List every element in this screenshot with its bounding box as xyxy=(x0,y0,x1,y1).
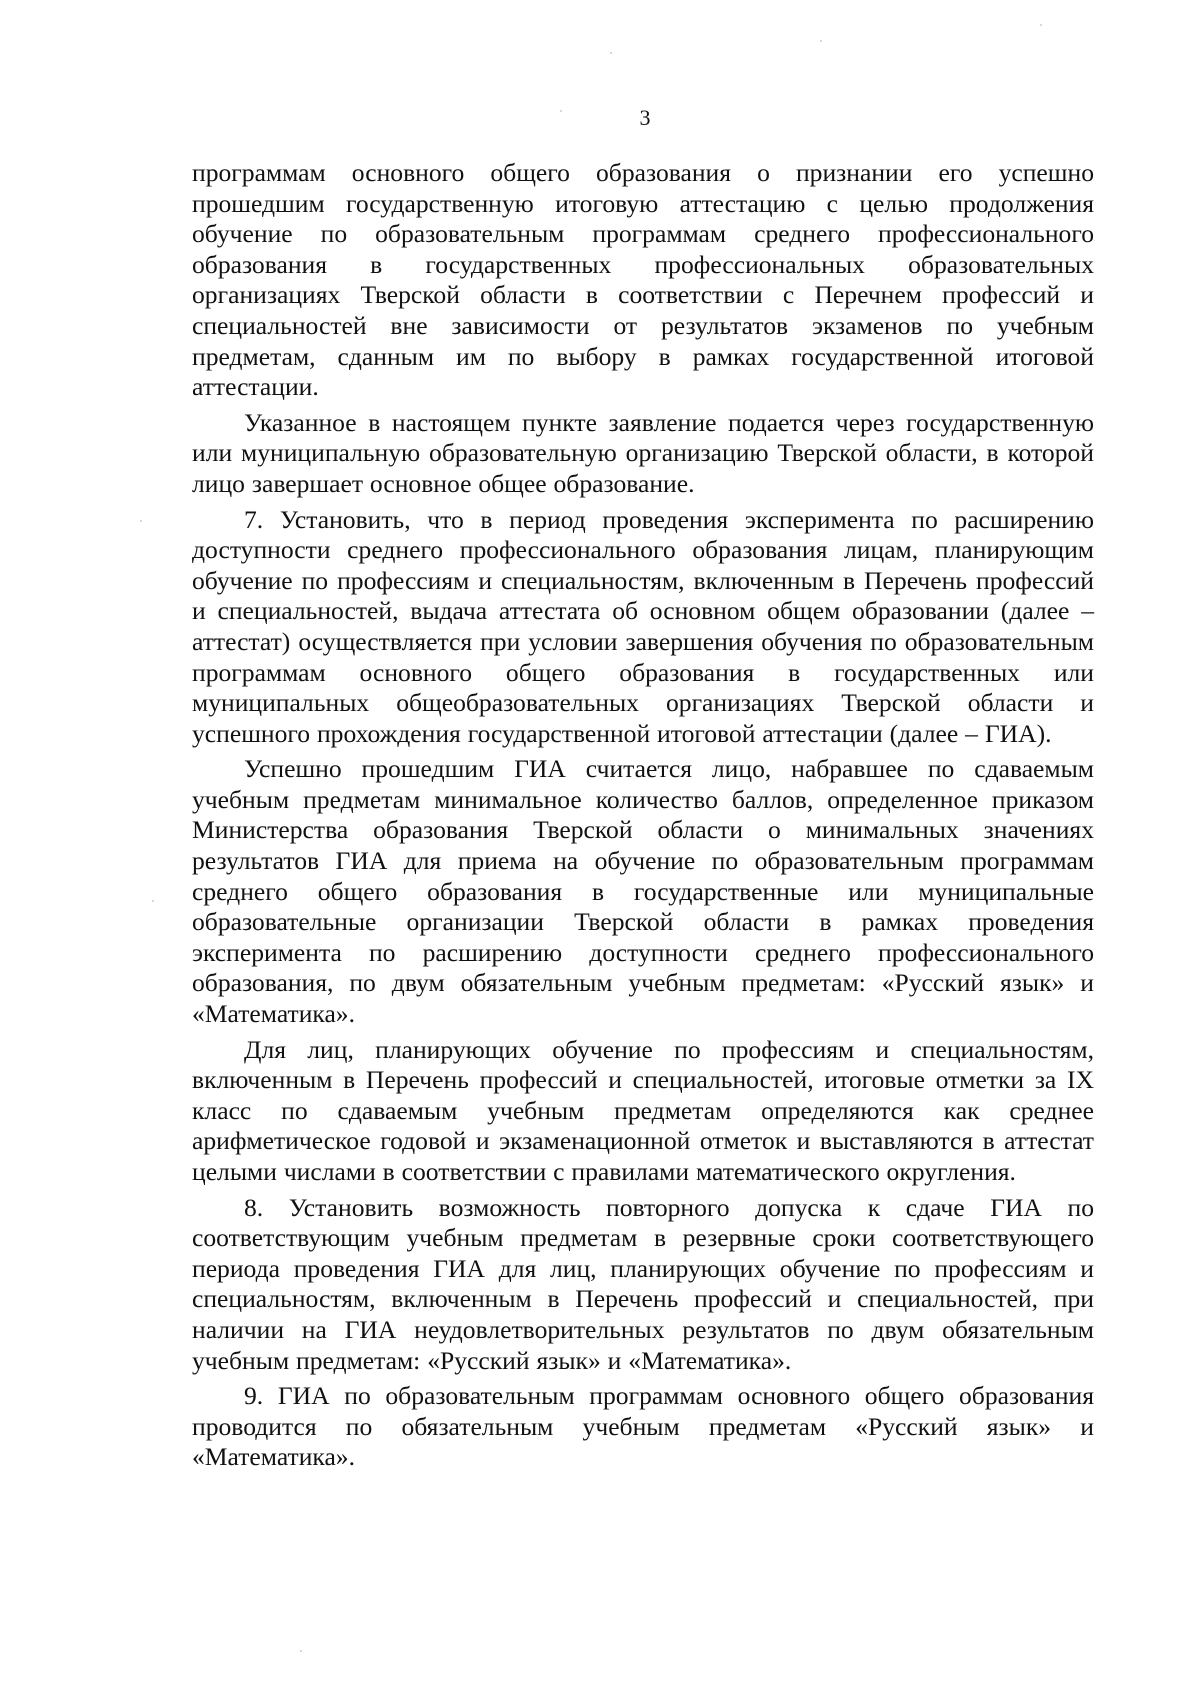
scan-speck xyxy=(140,520,142,522)
paragraph-item-7: 7. Установить, что в период проведения эксперимента по расширению доступности среднего профессионального образования лицам, планирующим обучение по профессиям и специальностям, включенным в Перечень профессий и специальностей, выдача аттестата об основном общем образовании (далее – аттестат) осуществляется при условии завершения обучения по образовательным программам основного общего образования в государственных или муниципальных общеобразовательных организациях Тверской области и успешного прохождения государственной итоговой аттестации (далее – ГИА). xyxy=(192,504,1094,748)
paragraph-final-grades: Для лиц, планирующих обучение по профессиям и специальностям, включенным в Перечень профессий и специальностей, итоговые отметки за IX класс по сдаваемым учебным предметам определяются как среднее арифметическое годовой и экзаменационной отметок и выставляются в аттестат целыми числами в соответствии с правилами математического округления. xyxy=(192,1034,1094,1186)
scan-speck xyxy=(560,110,562,112)
paragraph-application-note: Указанное в настоящем пункте заявление подается через государственную или муниципальную образовательную организацию Тверской области, в которой лицо завершает основное общее образование. xyxy=(192,407,1094,498)
scan-speck xyxy=(610,52,612,54)
paragraph-continuation: программам основного общего образования о признании его успешно прошедшим государственную итоговую аттестацию с целью продолжения обучение по образовательным программам среднего профессионального образования в государственных профессиональных образовательных организациях Тверской области в соответствии с Перечнем профессий и специальностей вне зависимости от результатов экзаменов по учебным предметам, сданным им по выбору в рамках государственной итоговой аттестации. xyxy=(192,158,1094,402)
scan-speck xyxy=(1040,24,1042,26)
page-number: 3 xyxy=(639,105,651,130)
paragraph-item-9: 9. ГИА по образовательным программам основного общего образования проводится по обязательным учебным предметам «Русский язык» и «Математика». xyxy=(192,1381,1094,1472)
paragraph-gia-passed: Успешно прошедшим ГИА считается лицо, набравшее по сдаваемым учебным предметам минимальное количество баллов, определенное приказом Министерства образования Тверской области о минимальных значениях результатов ГИА для приема на обучение по образовательным программам среднего общего образования в государственные или муниципальные образовательные организации Тверской области в рамках проведения эксперимента по расширению доступности среднего профессионального образования, по двум обязательным учебным предметам: «Русский язык» и «Математика». xyxy=(192,754,1094,1029)
scan-speck xyxy=(300,1650,302,1652)
scan-speck xyxy=(152,900,154,902)
scan-speck xyxy=(820,40,822,42)
paragraph-item-8: 8. Установить возможность повторного допуска к сдаче ГИА по соответствующим учебным предметам в резервные сроки соответствующего периода проведения ГИА для лиц, планирующих обучение по профессиям и специальностям, включенным в Перечень профессий и специальностей, при наличии на ГИА неудовлетворительных результатов по двум обязательным учебным предметам: «Русский язык» и «Математика». xyxy=(192,1192,1094,1375)
document-body xyxy=(192,158,1094,1478)
